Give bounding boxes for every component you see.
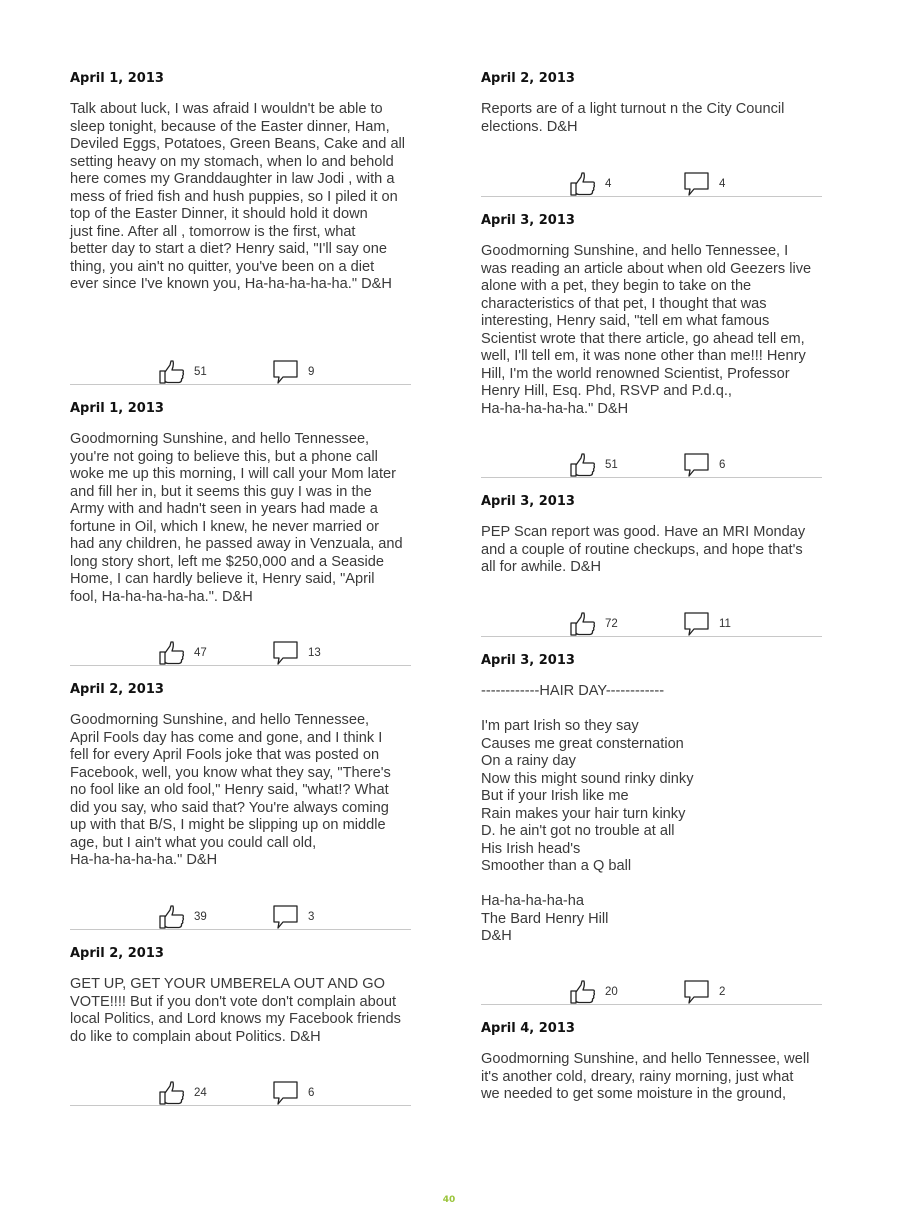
speech-bubble-icon [273, 360, 299, 384]
post-date: April 4, 2013 [481, 1021, 575, 1036]
post-stats [70, 641, 411, 666]
like-count: 4 [605, 178, 612, 190]
comment-count: 11 [719, 618, 731, 630]
comments[interactable] [684, 453, 725, 477]
thumbs-up-icon [159, 641, 185, 665]
post-text: ------------HAIR DAY------------ I'm part Irish so they say Causes me great consternation On a rainy day Now this might sound rinky dinky But if your Irish like me Rain makes your hair turn kinky D. he ain't got no trouble at all His Irish head's Smoother than a Q ball Ha-ha-ha-ha-ha The Bard Henry Hill D&H [481, 683, 694, 944]
post-stats [70, 905, 411, 930]
like-count: 20 [605, 986, 618, 998]
comment-count: 6 [719, 459, 726, 471]
left-column [70, 70, 411, 1106]
post [70, 400, 411, 666]
comments[interactable] [273, 641, 321, 665]
post-date: April 2, 2013 [481, 71, 575, 86]
like-count: 24 [194, 1087, 207, 1099]
speech-bubble-icon [273, 641, 299, 665]
like-count: 51 [605, 459, 618, 471]
comment-count: 6 [308, 1087, 315, 1099]
comment-count: 2 [719, 986, 726, 998]
comments[interactable] [273, 360, 314, 384]
like-count: 51 [194, 366, 207, 378]
comment-count: 4 [719, 178, 726, 190]
thumbs-up-icon [159, 360, 185, 384]
post-date: April 3, 2013 [481, 653, 575, 668]
post [481, 1020, 822, 1104]
thumbs-up-icon [570, 980, 596, 1004]
post-date: April 1, 2013 [70, 401, 164, 416]
likes[interactable] [159, 360, 207, 384]
post [70, 681, 411, 930]
like-count: 72 [605, 618, 618, 630]
speech-bubble-icon [684, 980, 710, 1004]
post-date: April 2, 2013 [70, 946, 164, 961]
post-text: Goodmorning Sunshine, and hello Tennessee, April Fools day has come and gone, and I think I fell for every April Fools joke that was posted on Facebook, well, you know what they say, "There's no fool like an old fool," Henry said, "what!? What did you say, who said that? You're always coming up with that B/S, I might be slipping up on middle age, but I ain't what you could call old, Ha-ha-ha-ha-ha." D&H [70, 712, 391, 868]
speech-bubble-icon [684, 172, 710, 196]
post [70, 945, 411, 1106]
post-text: Talk about luck, I was afraid I wouldn't be able to sleep tonight, because of the Easter dinner, Ham, Deviled Eggs, Potatoes, Green Beans, Cake and all setting heavy on my stomach, when lo and behold here comes my Granddaughter in law Jodi , with a mess of fried fish and hush puppies, so I piled it on top of the Easter Dinner, it should hold it down just fine. After all , tomorrow is the first, what better day to start a diet? Henry said, "I'll say one thing, you ain't no quitter, you've been on a diet ever since I've known you, Ha-ha-ha-ha-ha." D&H [70, 101, 406, 292]
post-date: April 3, 2013 [481, 213, 575, 228]
comments[interactable] [684, 172, 725, 196]
post-date: April 3, 2013 [481, 494, 575, 509]
comments[interactable] [273, 1081, 314, 1105]
thumbs-up-icon [570, 453, 596, 477]
thumbs-up-icon [570, 612, 596, 636]
post-stats [481, 612, 822, 637]
post-stats [481, 980, 822, 1005]
post-stats [481, 172, 822, 197]
like-count: 39 [194, 911, 207, 923]
page-number: 40 [442, 1195, 456, 1205]
post [481, 493, 822, 637]
post-stats [70, 360, 411, 385]
speech-bubble-icon [273, 1081, 299, 1105]
likes[interactable] [570, 980, 618, 1004]
like-count: 47 [194, 647, 207, 659]
post-text: PEP Scan report was good. Have an MRI Monday and a couple of routine checkups, and hope that's all for awhile. D&H [481, 524, 806, 575]
speech-bubble-icon [273, 905, 299, 929]
likes[interactable] [570, 453, 618, 477]
likes[interactable] [159, 905, 207, 929]
post-stats [70, 1081, 411, 1106]
right-column [481, 70, 822, 1104]
speech-bubble-icon [684, 453, 710, 477]
thumbs-up-icon [159, 1081, 185, 1105]
post [481, 212, 822, 478]
post [70, 70, 411, 385]
post-stats [481, 453, 822, 478]
likes[interactable] [159, 1081, 207, 1105]
likes[interactable] [570, 172, 611, 196]
comment-count: 13 [308, 647, 321, 659]
post-date: April 2, 2013 [70, 682, 164, 697]
likes[interactable] [159, 641, 207, 665]
post-text: Goodmorning Sunshine, and hello Tennessee, well it's another cold, dreary, rainy morning, just what we needed to get some moisture in the ground, [481, 1051, 810, 1102]
comment-count: 3 [308, 911, 315, 923]
speech-bubble-icon [684, 612, 710, 636]
thumbs-up-icon [159, 905, 185, 929]
comments[interactable] [684, 612, 731, 636]
post-text: Goodmorning Sunshine, and hello Tennessee, you're not going to believe this, but a phone call woke me up this morning, I will call your Mom later and fill her in, but it seems this guy I was in the Army with and hadn't seen in years had made a fortune in Oil, which I knew, he never married or had any children, he passed away in Venzuala, and long story short, left me $250,000 and a Seaside Home, I can hardly believe it, Henry said, "April fool, Ha-ha-ha-ha-ha.". D&H [70, 431, 403, 605]
post [481, 70, 822, 197]
thumbs-up-icon [570, 172, 596, 196]
comment-count: 9 [308, 366, 315, 378]
comments[interactable] [684, 980, 725, 1004]
post-text: Reports are of a light turnout n the City Council elections. D&H [481, 101, 785, 135]
post-text: GET UP, GET YOUR UMBERELA OUT AND GO VOTE!!!! But if you don't vote don't complain about local Politics, and Lord knows my Facebook friends do like to complain about Politics. D&H [70, 976, 401, 1045]
post [481, 652, 822, 1005]
post-text: Goodmorning Sunshine, and hello Tennessee, I was reading an article about when old Geezers live alone with a pet, they begin to take on the characteristics of that pet, I thought that was interesting, Henry said, "tell em what famous Scientist wrote that there article, go ahead tell em, well, I'll tell em, it was none other than me!!! Henry Hill, I'm the world renowned Scientist, Professor Henry Hill, Esq. Phd, RSVP and P.d.q., Ha-ha-ha-ha-ha." D&H [481, 243, 812, 417]
post-date: April 1, 2013 [70, 71, 164, 86]
likes[interactable] [570, 612, 618, 636]
comments[interactable] [273, 905, 314, 929]
